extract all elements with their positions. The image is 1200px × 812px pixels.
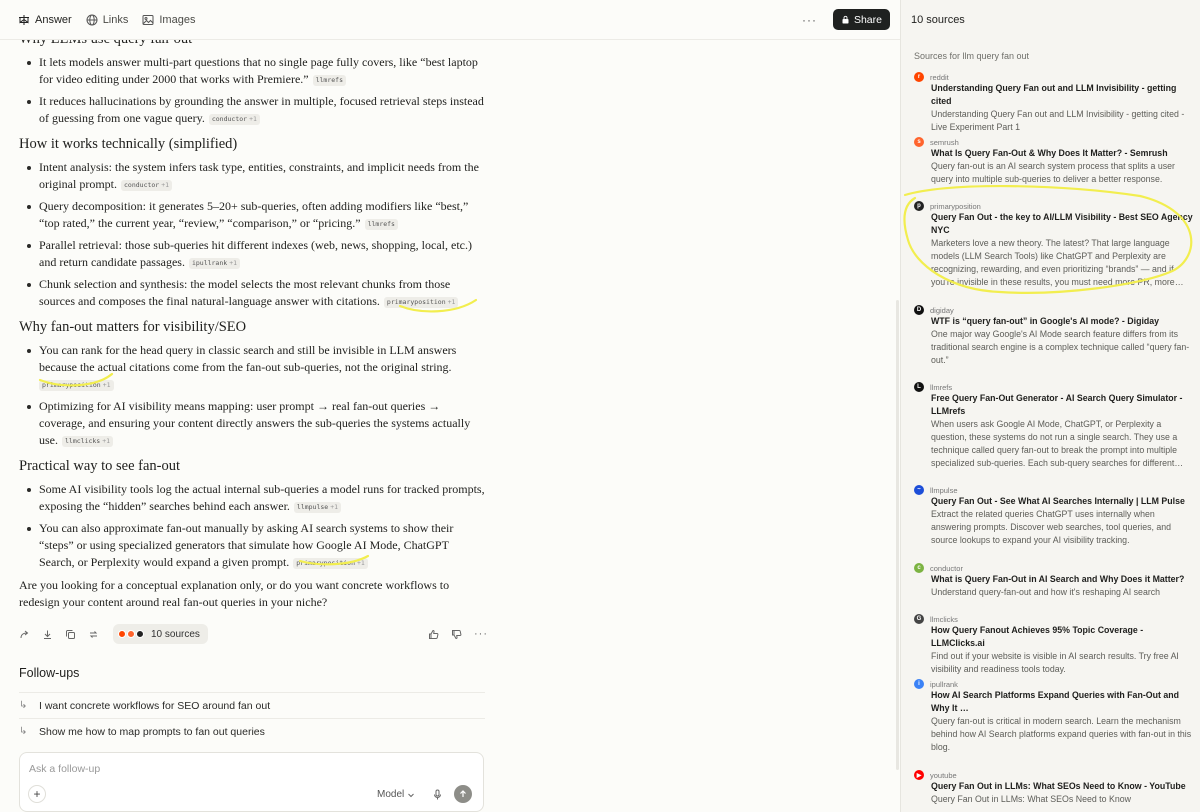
source-title[interactable]: Query Fan Out in LLMs: What SEOs Need to Know - YouTube	[931, 781, 1186, 791]
llmrefs-favicon-icon: L	[914, 382, 924, 392]
tab-links-label: Links	[102, 13, 129, 26]
source-header	[914, 137, 1197, 147]
perplexity-icon	[18, 14, 30, 26]
citation-label: llmclicks	[65, 437, 101, 445]
source-domain: reddit	[930, 72, 949, 82]
source-item[interactable]	[914, 563, 1197, 599]
citation-label: llmrefs	[315, 76, 344, 84]
more-options-button[interactable]: ···	[801, 12, 817, 27]
bullet-text: It lets models answer multi-part questions that no single page fully covers, like “best laptop for video editing under 2000 that works with Premiere.”	[39, 55, 478, 86]
followup-text: I want concrete workflows for SEO around fan out	[39, 699, 271, 712]
citation-label: conductor	[211, 115, 248, 123]
citation-chip[interactable]	[209, 114, 260, 125]
list-item	[19, 54, 485, 88]
source-snippet: Understanding Query Fan out and LLM Invisibility - getting cited - Live Experiment Part 1	[931, 109, 1185, 132]
citation-chip[interactable]	[62, 436, 113, 447]
citation-chip[interactable]	[384, 297, 459, 308]
ask-box	[19, 752, 484, 812]
bullet-text: You can rank for the head query in classic search and still be invisible in LLM answers because the actual citations come from the fan-out sub-queries, not the original string.	[39, 343, 457, 374]
top-actions	[796, 9, 890, 30]
list-item	[19, 398, 485, 449]
top-bar	[0, 0, 900, 40]
bullet-text: Query decomposition: it generates 5–20+ sub-queries, often adding modifiers like “best,” “top rated,” the current year, “review,” “comparison,” or “pricing.”	[39, 199, 469, 230]
citation-count: +1	[161, 181, 170, 189]
tab-links[interactable]	[86, 14, 129, 26]
source-domain: digiday	[930, 305, 954, 315]
source-title[interactable]: WTF is “query fan-out” in Google's AI mode? - Digiday	[931, 316, 1160, 326]
attach-button[interactable]	[28, 785, 46, 803]
tab-images[interactable]	[142, 14, 195, 26]
view-tabs	[18, 14, 195, 26]
reddit-icon	[118, 630, 126, 638]
closing-question: Are you looking for a conceptual explanation only, or do you want concrete workflows to redesign your content around real fan-out queries in your niche?	[19, 578, 450, 609]
llmclicks-favicon-icon: G	[914, 614, 924, 624]
list-item	[19, 159, 485, 193]
sources-count: 10 sources	[151, 628, 200, 640]
source-title[interactable]: How Query Fanout Achieves 95% Topic Coverage - LLMClicks.ai	[931, 625, 1144, 648]
citation-count: +1	[102, 381, 111, 389]
citation-chip[interactable]	[121, 180, 172, 191]
source-item[interactable]	[914, 137, 1197, 186]
source-header	[914, 485, 1197, 495]
semrush-favicon-icon: s	[914, 137, 924, 147]
feedback-actions	[428, 628, 488, 640]
list-item	[19, 276, 485, 310]
source-title[interactable]: Query Fan Out - the key to AI/LLM Visibility - Best SEO Agency NYC	[931, 212, 1193, 235]
sidebar-title: 10 sources	[911, 14, 965, 26]
sources-button[interactable]	[113, 624, 208, 644]
citation-label: primaryposition	[296, 559, 355, 567]
followup-text: Show me how to map prompts to fan out queries	[39, 725, 265, 738]
source-item[interactable]	[914, 770, 1197, 806]
source-title[interactable]: What is Query Fan-Out in AI Search and Why Does it Matter?	[931, 574, 1185, 584]
source-title[interactable]: Free Query Fan-Out Generator - AI Search Query Simulator - LLMrefs	[931, 393, 1183, 416]
return-arrow-icon: ↳	[19, 700, 28, 711]
citation-count: +1	[102, 437, 111, 445]
citation-label: primaryposition	[42, 381, 101, 389]
bullet-text: Optimizing for AI visibility means mapping: user prompt → real fan-out queries → coverage, and ensuring your content directly answers the sub-queries the systems actually use.	[39, 399, 471, 447]
answer-content	[19, 28, 485, 611]
arrow-up-icon	[459, 790, 467, 798]
source-header	[914, 201, 1197, 211]
semrush-icon	[127, 630, 135, 638]
source-header	[914, 770, 1197, 780]
tab-answer[interactable]	[18, 14, 72, 26]
bullet-text: Intent analysis: the system infers task type, entities, constraints, and implicit needs from the original prompt.	[39, 160, 479, 191]
send-button[interactable]	[454, 785, 472, 803]
bullet-text: You can also approximate fan-out manually by asking AI search systems to show their “steps” or using specialized generators that simulate how Google AI Mode, ChatGPT Search, or Perplexity would expand a given prompt.	[39, 521, 454, 569]
list-item	[19, 342, 485, 393]
source-title[interactable]: Query Fan Out - See What AI Searches Internally | LLM Pulse	[931, 496, 1185, 506]
source-item[interactable]	[914, 305, 1197, 367]
thumbs-up-icon[interactable]	[428, 629, 439, 640]
source-snippet: Find out if your website is visible in AI search results. Try free AI visibility and readiness tools today.	[931, 651, 1179, 674]
download-icon[interactable]	[42, 629, 53, 640]
followup-item[interactable]	[19, 692, 485, 718]
return-arrow-icon: ↳	[19, 726, 28, 737]
source-title[interactable]: Understanding Query Fan out and LLM Invisibility - getting cited	[931, 83, 1177, 106]
citation-count: +1	[330, 503, 339, 511]
source-domain: semrush	[930, 137, 959, 147]
chevron-down-icon	[407, 791, 415, 799]
source-item[interactable]	[914, 679, 1197, 754]
citation-count: +1	[229, 259, 238, 267]
microphone-icon[interactable]	[432, 789, 443, 800]
citation-count: +1	[356, 559, 365, 567]
source-header	[914, 679, 1197, 689]
bullet-text: Parallel retrieval: those sub-queries hit different indexes (web, news, shopping, local, etc.) and return candidate passages.	[39, 238, 472, 269]
source-header	[914, 72, 1197, 82]
image-icon	[142, 14, 154, 26]
model-label: Model	[377, 789, 405, 800]
citation-count: +1	[447, 298, 456, 306]
section-heading: Why fan-out matters for visibility/SEO	[19, 319, 247, 335]
citation-chip[interactable]	[313, 75, 346, 86]
source-domain: llmclicks	[930, 614, 958, 624]
tab-answer-label: Answer	[35, 13, 72, 26]
source-header	[914, 563, 1197, 573]
source-title[interactable]: How AI Search Platforms Expand Queries with Fan-Out and Why It …	[931, 690, 1179, 713]
reddit-favicon-icon: r	[914, 72, 924, 82]
scrollbar[interactable]	[896, 300, 899, 770]
source-item[interactable]	[914, 201, 1197, 289]
globe-icon	[86, 14, 98, 26]
source-domain: youtube	[930, 770, 957, 780]
plus-icon: +	[33, 787, 41, 801]
source-snippet: Query fan-out is critical in modern search. Learn the mechanism behind how AI Search platforms expand queries with fan-out in this blog.	[931, 716, 1192, 752]
citation-label: llmrefs	[367, 220, 395, 228]
followup-item[interactable]	[19, 718, 485, 744]
bullet-list	[19, 159, 485, 310]
sidebar-subtitle: Sources for llm query fan out	[914, 51, 1030, 61]
share-button[interactable]	[833, 9, 890, 30]
more-icon[interactable]: ···	[474, 628, 488, 640]
list-item	[19, 198, 485, 232]
citation-chip[interactable]	[293, 558, 368, 569]
source-snippet: Marketers love a new theory. The latest? That large language models (LLM Search Tools) like ChatGPT and Perplexity are recognizing, rewarding, and even prioritizing “brands” — and if you're invisible in these results, you must need more PR, more…	[931, 238, 1184, 287]
source-domain: llmpulse	[930, 485, 958, 495]
answer-actions	[19, 624, 488, 644]
citation-chip[interactable]	[294, 502, 341, 513]
citation-chip[interactable]	[189, 258, 240, 269]
share-arrow-icon[interactable]	[19, 629, 30, 640]
bullet-text: Some AI visibility tools log the actual internal sub-queries a model runs for tracked prompts, exposing the “hidden” searches behind each answer.	[39, 482, 485, 513]
source-item[interactable]	[914, 614, 1197, 676]
section-heading: Practical way to see fan-out	[19, 458, 181, 474]
source-header	[914, 382, 1197, 392]
bullet-list	[19, 342, 485, 449]
source-header	[914, 614, 1197, 624]
list-item	[19, 481, 485, 515]
answer-pane	[0, 40, 900, 812]
source-snippet: Understand query-fan-out and how it's reshaping AI search	[931, 587, 1161, 597]
bullet-text: Chunk selection and synthesis: the model selects the most relevant chunks from those sources and composes the final natural-language answer with citations.	[39, 277, 451, 308]
copy-icon[interactable]	[65, 629, 76, 640]
citation-label: primaryposition	[386, 298, 446, 306]
source-item[interactable]	[914, 485, 1197, 547]
list-item	[19, 237, 485, 271]
citation-label: llmpulse	[296, 503, 329, 511]
source-domain: primaryposition	[930, 201, 981, 211]
ask-input[interactable]	[29, 763, 469, 775]
section-heading: How it works technically (simplified)	[19, 136, 238, 152]
citation-label: conductor	[124, 181, 160, 189]
citation-count: +1	[249, 115, 257, 123]
source-title[interactable]: What Is Query Fan-Out & Why Does It Matter? - Semrush	[931, 148, 1168, 158]
llmpulse-favicon-icon: ~	[914, 485, 924, 495]
tab-images-label: Images	[159, 13, 196, 26]
citation-label: ipullrank	[191, 259, 228, 267]
lock-icon	[841, 15, 850, 24]
source-item[interactable]	[914, 382, 1197, 470]
bullet-list	[19, 54, 485, 127]
source-domain: llmrefs	[930, 382, 953, 392]
youtube-favicon-icon: ▶	[914, 770, 924, 780]
list-item	[19, 520, 485, 571]
source-domain: conductor	[930, 563, 963, 573]
source-domain: ipullrank	[930, 679, 958, 689]
source-item[interactable]	[914, 72, 1197, 134]
ipullrank-favicon-icon: i	[914, 679, 924, 689]
bullet-list	[19, 481, 485, 571]
primaryposition-icon	[136, 630, 144, 638]
source-header	[914, 305, 1197, 315]
bullet-text: It reduces hallucinations by grounding the answer in multiple, focused retrieval steps instead of guessing from one vague query.	[39, 94, 484, 125]
model-selector[interactable]	[377, 789, 415, 800]
conductor-favicon-icon: c	[914, 563, 924, 573]
source-snippet: Query fan-out is an AI search system process that splits a user query into multiple sub-queries to deliver a better response.	[931, 161, 1175, 184]
citation-chip[interactable]	[39, 380, 114, 391]
followups-title: Follow-ups	[19, 666, 80, 680]
list-item	[19, 93, 485, 127]
thumbs-down-icon[interactable]	[451, 629, 462, 640]
digiday-favicon-icon: D	[914, 305, 924, 315]
source-snippet: One major way Google's AI Mode search feature differs from its traditional search engine is a complex technique called “query fan-out.”	[931, 329, 1190, 365]
sources-sidebar	[900, 0, 1200, 812]
citation-chip[interactable]	[365, 219, 398, 230]
source-snippet: When users ask Google AI Mode, ChatGPT, or Perplexity a question, these systems do not run a single search. They use a technique called query fan-out to break the prompt into multiple specialized sub-queries. Each sub-query searches for different…	[931, 419, 1184, 468]
primaryposition-favicon-icon: p	[914, 201, 924, 211]
source-snippet: Query Fan Out in LLMs: What SEOs Need to Know	[931, 794, 1131, 804]
source-snippet: Extract the related queries ChatGPT uses internally when answering prompts. Discover web searches, tool queries, and source lookups to expand your AI visibility tracking.	[931, 509, 1172, 545]
share-label: Share	[853, 13, 882, 26]
rewrite-icon[interactable]	[88, 629, 99, 640]
